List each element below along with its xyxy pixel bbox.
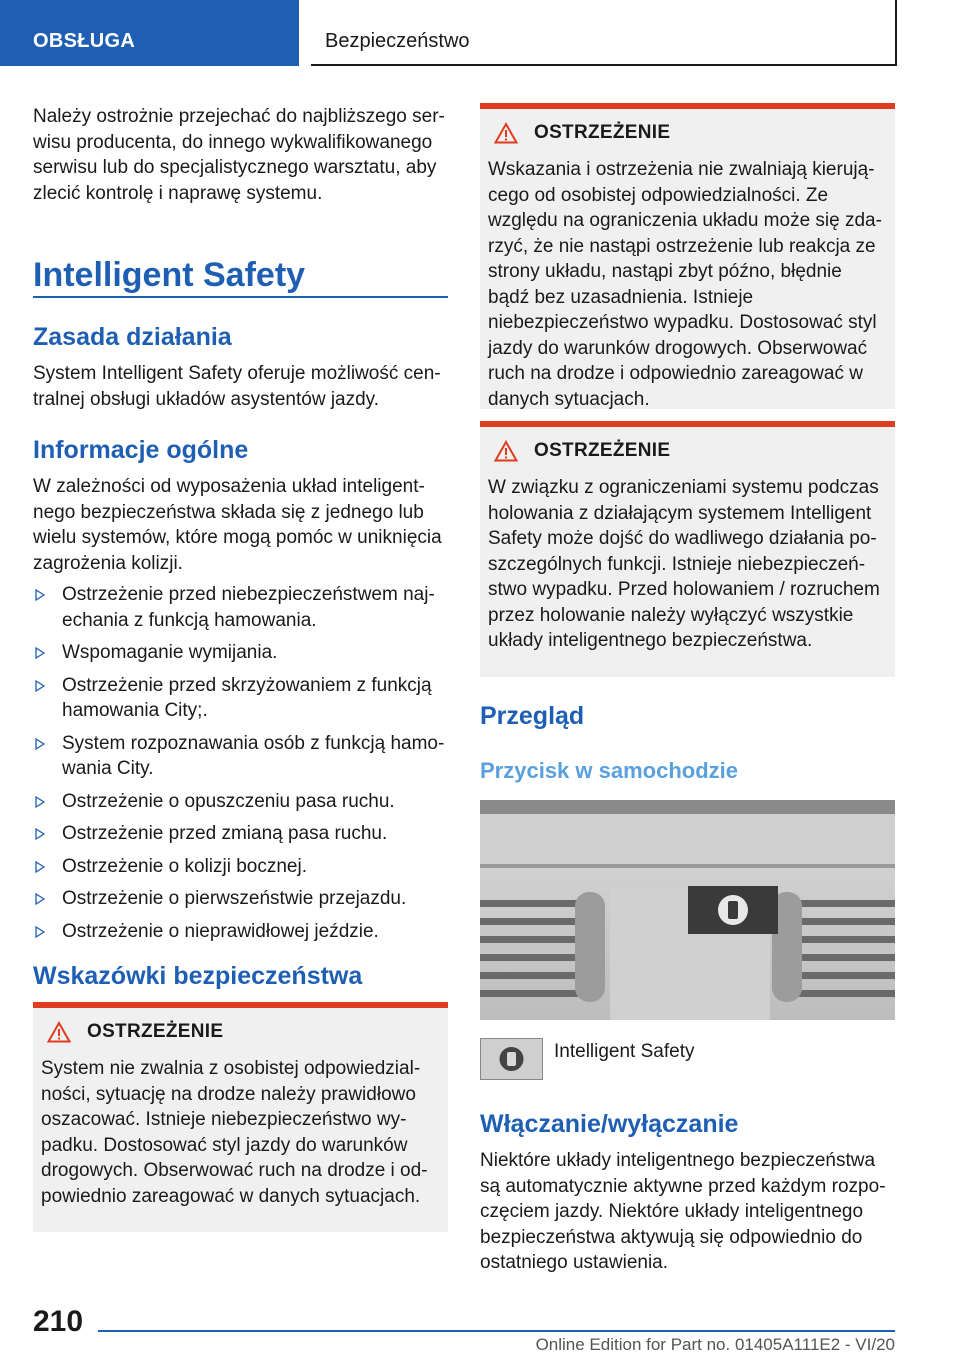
- footer-edition: Online Edition for Part no. 01405A111E2 - VI/20: [535, 1335, 895, 1354]
- feature-list-item: [33, 582, 448, 633]
- warning-box-right-2: [480, 421, 895, 677]
- bullet-triangle-icon: [35, 792, 45, 812]
- feature-list-text: Ostrzeżenie o pierwszeństwie przejazdu.: [62, 888, 407, 909]
- warning-label: OSTRZEŻENIE: [534, 122, 671, 143]
- feature-list-text: Ostrzeżenie o kolizji bocznej.: [62, 855, 307, 877]
- bullet-triangle-icon: [35, 585, 45, 605]
- feature-list-text: Ostrzeżenie o nieprawidłowej jeździe.: [62, 920, 379, 942]
- warning-text: System nie zwalnia z osobistej odpowiedzialności, sytuację na drodze należy prawidłowo oszacować. Istnieje niebezpieczeństwo wypadku. Dostosować styl jazdy do warunków drogowych. Obserwować ruch na drodze i odpowiednio zareagować w danych sytuacjach.: [41, 1058, 428, 1207]
- warning-triangle-icon: [494, 122, 518, 144]
- feature-list-item: [33, 821, 448, 847]
- onoff-paragraph: Niektóre układy inteligentnego bezpieczeństwa są automatycznie aktywne przed każdym rozpoczęciem jazdy. Niektóre układy inteligentnego bezpieczeństwa aktywują się odpowiednio do ostatniego ustawienia.: [480, 1150, 886, 1273]
- page-title: Intelligent Safety: [33, 256, 306, 294]
- bullet-triangle-icon: [35, 922, 45, 942]
- principle-paragraph: System Intelligent Safety oferuje możliwość centralnej obsługi układów asystentów jazdy.: [33, 363, 441, 410]
- feature-list-text: Ostrzeżenie przed zmianą pasa ruchu.: [62, 823, 388, 844]
- bullet-triangle-icon: [35, 734, 45, 754]
- feature-list-text: Ostrzeżenie o opuszczeniu pasa ruchu.: [62, 790, 395, 812]
- header-chapter-label: Bezpieczeństwo: [325, 30, 470, 52]
- warning-text: W związku z ograniczeniami systemu podczas holowania z działającym systemem Intelligent Safety może dojść do wadliwego działania poszczególnych funkcji. Istnieje niebezpieczeństwo wypadku. Przed holowaniem / rozruchem przez holowanie należy wyłączyć wszystkie układy inteligentnego bezpieczeństwa.: [488, 477, 880, 651]
- bullet-triangle-icon: [35, 857, 45, 877]
- footer-rule: [98, 1330, 895, 1332]
- warning-triangle-icon: [494, 440, 518, 462]
- feature-list-item: [33, 789, 448, 815]
- feature-list-item: [33, 919, 448, 945]
- feature-list: [33, 582, 448, 951]
- header-chapter-box: [311, 0, 897, 66]
- bullet-triangle-icon: [35, 889, 45, 909]
- general-paragraph: W zależności od wyposażenia układ inteligentnego bezpieczeństwa składa się z jednego lub wielu systemów, które mogą pomóc w uniknięcia zagrożenia kolizji.: [33, 476, 442, 574]
- title-underline: [33, 296, 448, 298]
- warning-label: OSTRZEŻENIE: [534, 440, 671, 461]
- general-heading: Informacje ogólne: [33, 436, 249, 464]
- principle-heading: Zasada działania: [33, 323, 232, 351]
- feature-list-text: Ostrzeżenie przed niebezpieczeństwem najechania z funkcją hamowania.: [62, 584, 435, 631]
- feature-list-item: [33, 854, 448, 880]
- intro-paragraph: Należy ostrożnie przejechać do najbliższego serwisu producenta, do innego wykwalifikowanego serwisu lub do specjalistycznego warsztatu, aby zlecić kontrolę i naprawę systemu.: [33, 106, 445, 204]
- feature-list-text: Wspomaganie wymijania.: [62, 642, 278, 663]
- warning-triangle-icon: [47, 1021, 71, 1043]
- button-caption: Intelligent Safety: [554, 1041, 695, 1062]
- intelligent-safety-button-icon: [480, 1038, 543, 1080]
- warning-label: OSTRZEŻENIE: [87, 1021, 224, 1042]
- feature-list-item: [33, 640, 448, 666]
- header-section-tab: [0, 0, 299, 66]
- feature-list-item: [33, 886, 448, 912]
- overview-heading: Przegląd: [480, 702, 585, 730]
- warning-text: Wskazania i ostrzeżenia nie zwalniają kierującego od osobistej odpowiedzialności. Ze względu na ograniczenia układu może się zdarzyć, że nie nastąpi ostrzeżenie lub reakcja ze strony układu, nastąpi zbyt późno, błędnie bądź bez uzasadnienia. Istnieje niebezpieczeństwo wypadku. Dostosować styl jazdy do warunków drogowych. Obserwować ruch na drodze i odpowiednio zareagować w danych sytuacjach.: [488, 159, 882, 410]
- feature-list-text: System rozpoznawania osób z funkcją hamowania City.: [62, 732, 445, 779]
- bullet-triangle-icon: [35, 643, 45, 663]
- page-number: 210: [33, 1305, 84, 1338]
- bullet-triangle-icon: [35, 676, 45, 696]
- feature-list-text: Ostrzeżenie przed skrzyżowaniem z funkcją hamowania City;.: [62, 674, 432, 721]
- feature-list-item: [33, 731, 448, 782]
- onoff-heading: Włączanie/wyłączanie: [480, 1110, 739, 1138]
- header-section-label: OBSŁUGA: [33, 30, 136, 52]
- car-button-photo: [480, 800, 895, 1020]
- feature-list-item: [33, 673, 448, 724]
- warning-box-right-1: [480, 103, 895, 409]
- button-heading: Przycisk w samochodzie: [480, 758, 738, 783]
- safety-heading: Wskazówki bezpieczeństwa: [33, 962, 363, 990]
- warning-box-left: [33, 1002, 448, 1232]
- bullet-triangle-icon: [35, 824, 45, 844]
